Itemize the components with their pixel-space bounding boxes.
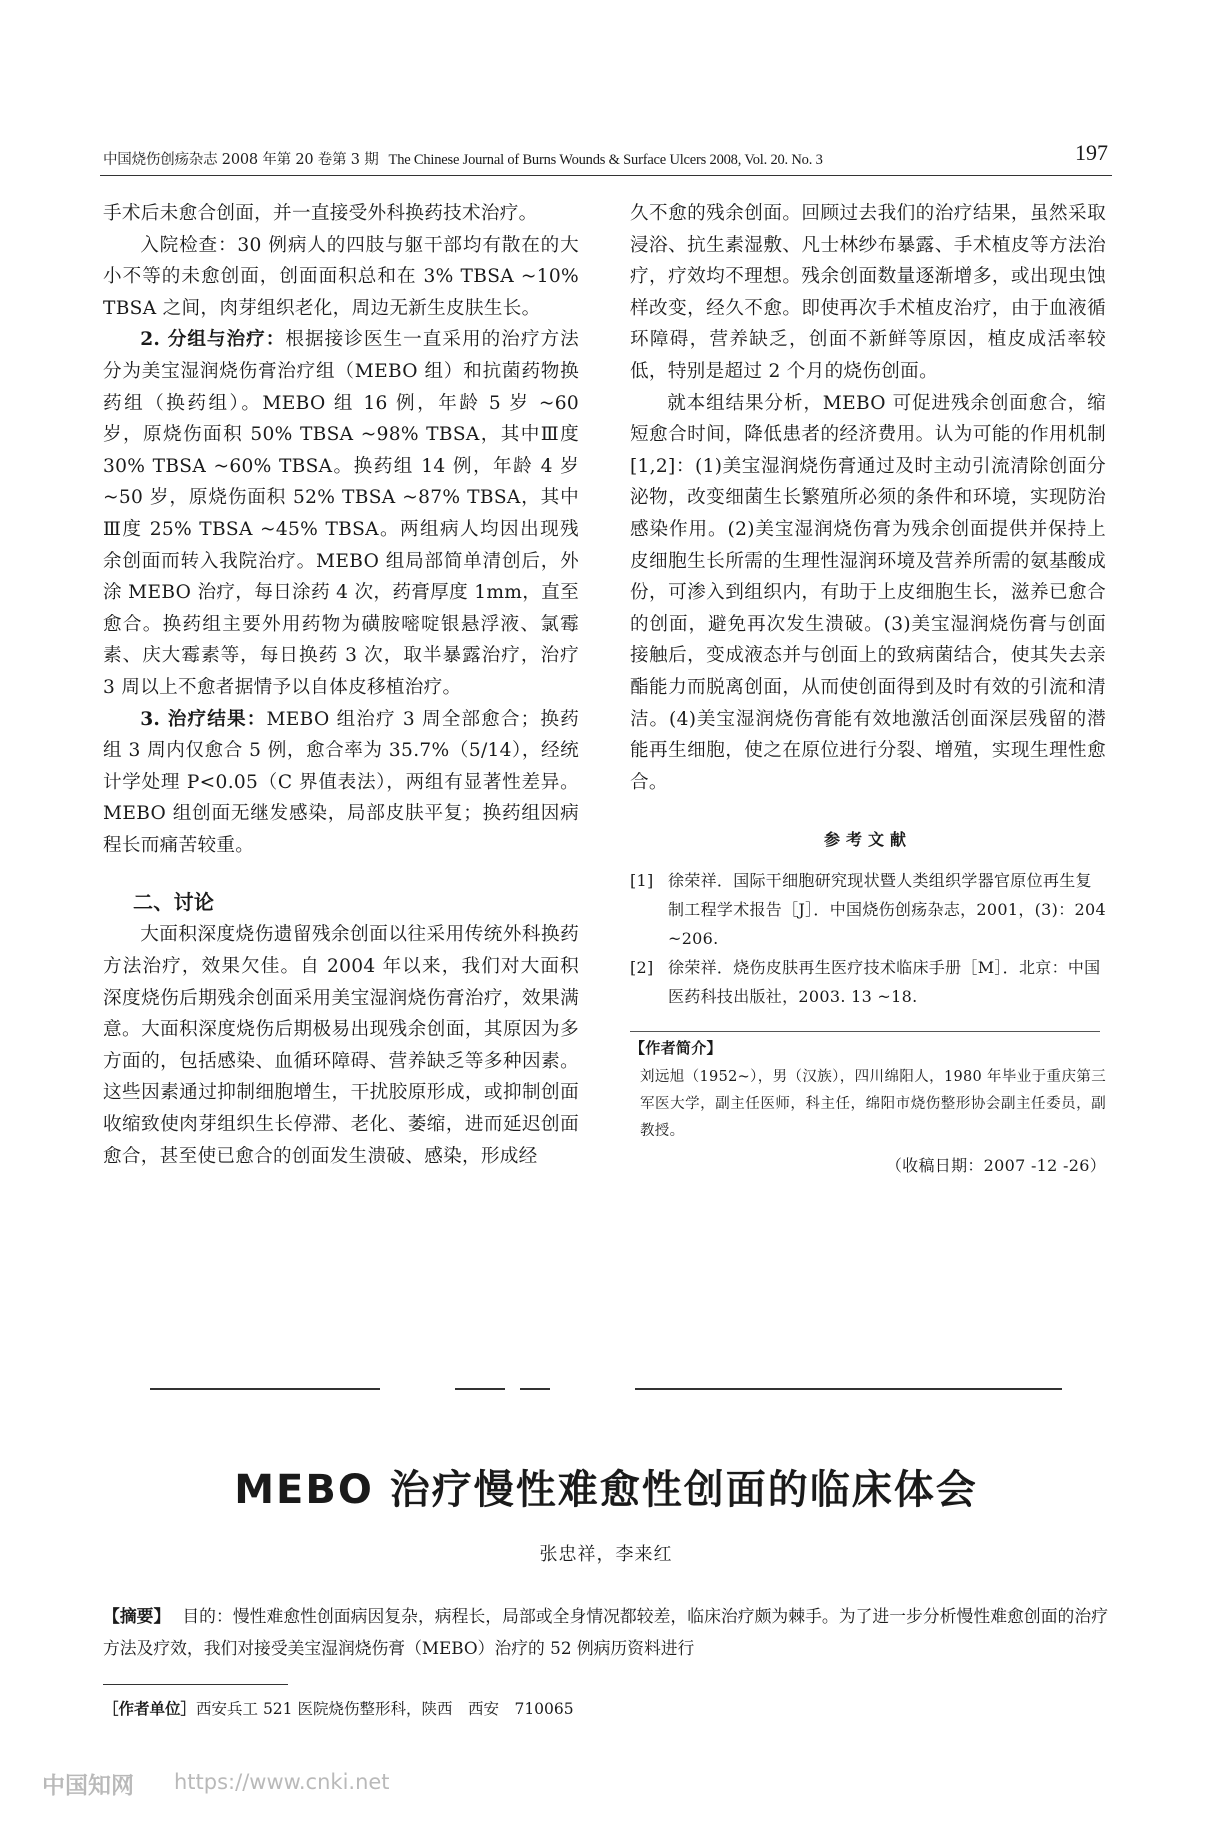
reference-text: 徐荣祥．国际干细胞研究现状暨人类组织学器官原位再生复制工程学术报告［J］．中国烧伤创疡杂志，2001，(3)：204 ~206. (668, 871, 1106, 949)
abstract (103, 1600, 1108, 1664)
page-number: 197 (1075, 140, 1108, 165)
reference-text: 徐荣祥．烧伤皮肤再生医疗技术临床手册［M］．北京：中国医药科技出版社，2003. 13 ~18. (668, 958, 1101, 1007)
abstract-label: 【摘要】 (103, 1606, 171, 1626)
section-heading: 二、讨论 (133, 890, 215, 915)
paragraph-text: 根据接诊医生一直采用的治疗方法分为美宝湿润烧伤膏治疗组（MEBO 组）和抗菌药物换药组（换药组）。MEBO 组 16 例，年龄 5 岁 ~60 岁，原烧伤面积 50% TBSA ~98% TBSA，其中Ⅲ度 30% TBSA ~60% TBSA。换药组 14 例，年龄 4 岁 ~50 岁，原烧伤面积 52% TBSA ~87% TBSA，其中Ⅲ度 25% TBSA ~45% TBSA。两组病人均因出现残余创面而转入我院治疗。MEBO 组局部简单清创后，外涂 MEBO 治疗，每日涂药 4 次，药膏厚度 1mm，直至愈合。换药组主要外用药物为磺胺嘧啶银悬浮液、氯霉素、庆大霉素等，每日换药 3 次，取半暴露治疗，治疗 3 周以上不愈者据情予以自体皮移植治疗。 (103, 329, 579, 698)
paragraph (103, 324, 579, 703)
journal-name-en: The Chinese Journal of Burns Wounds & Surface Ulcers 2008, Vol. 20. No. 3 (388, 152, 823, 168)
divider-line (455, 1388, 505, 1390)
subsection-label: 3. 治疗结果： (140, 708, 267, 730)
watermark-brand: 中国知网 (42, 1773, 134, 1799)
footnote-rule (103, 1684, 288, 1685)
divider-line (635, 1388, 1062, 1390)
paragraph: 手术后未愈合创面，并一直接受外科换药技术治疗。 (103, 203, 538, 224)
paragraph (103, 704, 579, 862)
received-date: （收稿日期：2007 -12 -26） (885, 1155, 1106, 1175)
left-column (103, 198, 579, 1172)
paragraph-text: MEBO 组治疗 3 周全部愈合；换药组 3 周内仅愈合 5 例，愈合率为 35.7%（5/14），经统计学处理 P<0.05（C 界值表法），两组有显著性差异。MEBO 组创面无继发感染，局部皮肤平复；换药组因病程长而痛苦较重。 (103, 708, 579, 856)
subsection-label: 2. 分组与治疗： (140, 329, 286, 351)
cnki-watermark (42, 1764, 462, 1808)
article-authors: 张忠祥，李来红 (539, 1544, 673, 1565)
affiliation-text: 西安兵工 521 医院烧伤整形科，陕西 西安 710065 (196, 1700, 574, 1718)
references-heading: 参考文献 (823, 830, 912, 850)
article-title: MEBO 治疗慢性难愈性创面的临床体会 (234, 1467, 978, 1513)
paragraph: 就本组结果分析，MEBO 可促进残余创面愈合，缩短愈合时间，降低患者的经济费用。认为可能的作用机制[1,2]：(1)美宝湿润烧伤膏通过及时主动引流清除创面分泌物，改变细菌生长繁殖所必须的条件和环境，实现防治感染作用。(2)美宝湿润烧伤膏为残余创面提供并保持上皮细胞生长所需的生理性湿润环境及营养所需的氨基酸成份，可渗入到组织内，有助于上皮细胞生长，滋养已愈合的创面，避免再次发生溃破。(3)美宝湿润烧伤膏与创面接触后，变成液态并与创面上的致病菌结合，使其失去亲酯能力而脱离创面，从而使创面得到及时有效的引流和清洁。(4)美宝湿润烧伤膏能有效地激活创面深层残留的潜能再生细胞，使之在原位进行分裂、增殖，实现生理性愈合。 (630, 392, 1106, 793)
author-bio-text: 刘远旭（1952~），男（汉族），四川绵阳人，1980 年毕业于重庆第三军医大学，副主任医师，科主任，绵阳市烧伤整形协会副主任委员，副教授。 (640, 1068, 1106, 1139)
reference-item (630, 953, 1106, 1011)
author-affiliation (103, 1697, 574, 1719)
author-bio (630, 1031, 1106, 1179)
divider-line (150, 1388, 380, 1390)
reference-item (630, 866, 1106, 953)
reference-number: [1] (630, 871, 654, 891)
article-divider (150, 1388, 1062, 1392)
header-rule (100, 175, 1112, 176)
paragraph: 入院检查：30 例病人的四肢与躯干部均有散在的大小不等的未愈创面，创面面积总和在 3% TBSA ~10% TBSA 之间，肉芽组织老化，周边无新生皮肤生长。 (103, 234, 579, 319)
abstract-text: 目的：慢性难愈性创面病因复杂，病程长，局部或全身情况都较差，临床治疗颇为棘手。为了进一步分析慢性难愈创面的治疗方法及疗效，我们对接受美宝湿润烧伤膏（MEBO）治疗的 52 例病历资料进行 (103, 1606, 1108, 1658)
affiliation-label: ［作者单位］ (103, 1699, 197, 1718)
divider-line (520, 1388, 550, 1390)
paragraph: 大面积深度烧伤遗留残余创面以往采用传统外科换药方法治疗，效果欠佳。自 2004 年以来，我们对大面积深度烧伤后期残余创面采用美宝湿润烧伤膏治疗，效果满意。大面积深度烧伤后期极易出现残余创面，其原因为多方面的，包括感染、血循环障碍、营养缺乏等多种因素。这些因素通过抑制细胞增生，干扰胶原形成，或抑制创面收缩致使肉芽组织生长停滞、老化、萎缩，进而延迟创面愈合，甚至使已愈合的创面发生溃破、感染，形成经 (103, 924, 579, 1167)
journal-name-cn: 中国烧伤创疡杂志 2008 年第 20 卷第 3 期 (103, 152, 379, 168)
reference-number: [2] (630, 958, 654, 978)
right-column (630, 198, 1106, 1179)
paragraph: 久不愈的残余创面。回顾过去我们的治疗结果，虽然采取浸浴、抗生素湿敷、凡士林纱布暴露、手术植皮等方法治疗，疗效均不理想。残余创面数量逐渐增多，或出现虫蚀样改变，经久不愈。即使再次手术植皮治疗，由于血液循环障碍，营养缺乏，创面不新鲜等原因，植皮成活率较低，特别是超过 2 个月的烧伤创面。 (630, 203, 1106, 382)
author-bio-heading: 【作者简介】 (630, 1031, 1100, 1059)
running-header (103, 148, 973, 174)
watermark-url: https://www.cnki.net (174, 1770, 390, 1794)
